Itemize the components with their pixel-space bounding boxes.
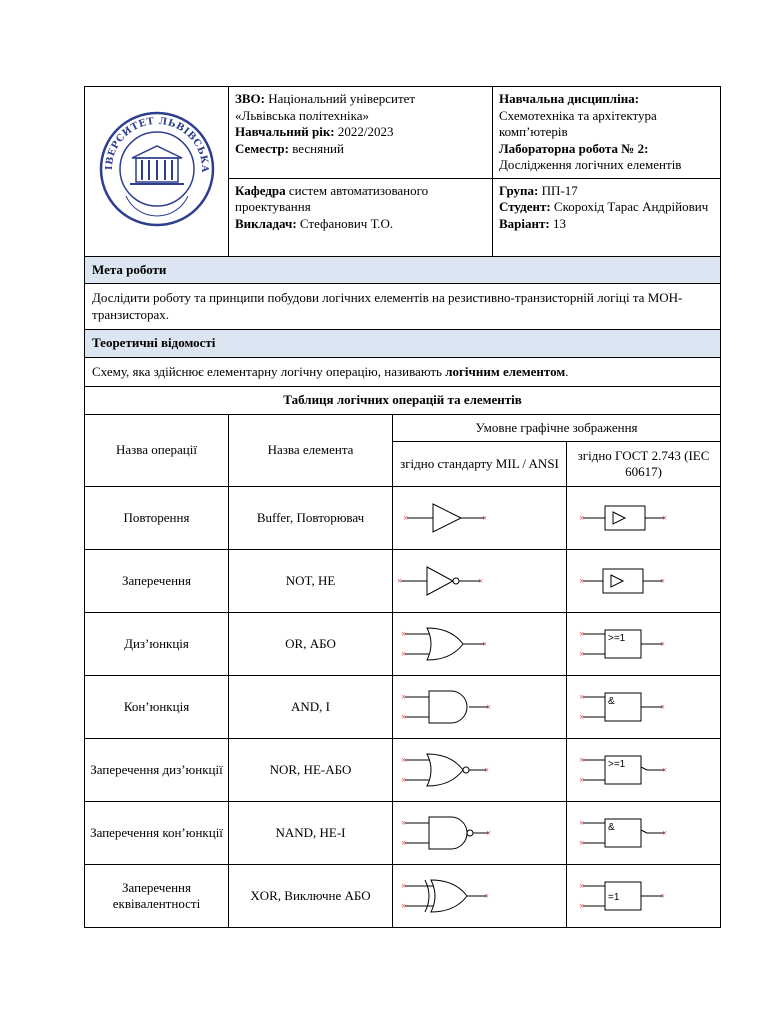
row-element: OR, АБО bbox=[229, 613, 393, 676]
header-table bbox=[84, 86, 721, 387]
row-operation: Заперечення диз’юнкції bbox=[85, 739, 229, 802]
mil-or-symbol bbox=[393, 613, 567, 676]
theory-title: Теоретичні відомості bbox=[85, 330, 721, 358]
svg-text:×: × bbox=[481, 639, 487, 649]
svg-text:×: × bbox=[578, 576, 584, 586]
gost-not-symbol bbox=[567, 550, 721, 613]
col-graphic-header: Умовне графічне зображення bbox=[393, 415, 721, 442]
gost-nor-symbol bbox=[567, 739, 721, 802]
svg-text:×: × bbox=[661, 513, 667, 523]
svg-text:×: × bbox=[483, 891, 489, 901]
svg-text:×: × bbox=[396, 576, 402, 586]
col-operation-header: Назва операції bbox=[85, 415, 229, 487]
svg-text:×: × bbox=[578, 901, 584, 911]
svg-text:×: × bbox=[578, 838, 584, 848]
institution-cell: ЗВО: Національний університет «Львівська політехніка» Навчальний рік: 2022/2023 Семестр: весняний bbox=[229, 87, 493, 179]
svg-text:×: × bbox=[400, 712, 406, 722]
svg-text:×: × bbox=[400, 881, 406, 891]
svg-text:×: × bbox=[477, 576, 483, 586]
svg-text:×: × bbox=[400, 629, 406, 639]
col-element-header: Назва елемента bbox=[229, 415, 393, 487]
gost-buffer-symbol bbox=[567, 487, 721, 550]
mil-not-symbol bbox=[393, 550, 567, 613]
svg-text:×: × bbox=[659, 576, 665, 586]
gost-nor-label: >=1 bbox=[607, 759, 625, 770]
mil-nor-symbol bbox=[393, 739, 567, 802]
svg-text:×: × bbox=[402, 513, 408, 523]
svg-text:×: × bbox=[400, 838, 406, 848]
gost-and-label: & bbox=[607, 696, 615, 707]
university-logo bbox=[96, 108, 218, 230]
mil-xor-symbol bbox=[393, 865, 567, 928]
svg-text:×: × bbox=[659, 891, 665, 901]
row-element: Buffer, Повторювач bbox=[229, 487, 393, 550]
svg-text:×: × bbox=[400, 755, 406, 765]
svg-text:×: × bbox=[578, 818, 584, 828]
department-cell: Кафедра систем автоматизованого проектування Викладач: Стефанович Т.О. bbox=[229, 178, 493, 256]
svg-text:×: × bbox=[481, 513, 487, 523]
row-operation: Заперечення еквівалентності bbox=[85, 865, 229, 928]
gost-xor-symbol bbox=[567, 865, 721, 928]
svg-text:НАЦІОНАЛЬНИЙ УНІВЕРСИТЕТ ЛЬВІВ: ІВЕРСИТЕТ ЛЬВІВСЬКА bbox=[103, 115, 210, 173]
svg-text:×: × bbox=[578, 692, 584, 702]
mil-buffer-symbol bbox=[393, 487, 567, 550]
svg-text:×: × bbox=[485, 702, 491, 712]
row-element: NOT, НЕ bbox=[229, 550, 393, 613]
svg-text:×: × bbox=[578, 649, 584, 659]
gost-or-label: >=1 bbox=[607, 633, 625, 644]
row-element: NAND, НЕ-І bbox=[229, 802, 393, 865]
logic-table bbox=[84, 386, 721, 928]
svg-text:×: × bbox=[659, 702, 665, 712]
svg-text:×: × bbox=[661, 828, 667, 838]
mil-nand-symbol bbox=[393, 802, 567, 865]
logo-cell bbox=[85, 87, 229, 257]
gost-and-symbol bbox=[567, 676, 721, 739]
svg-text:×: × bbox=[400, 692, 406, 702]
row-operation: Заперечення кон’юнкції bbox=[85, 802, 229, 865]
row-operation: Заперечення bbox=[85, 550, 229, 613]
col-mil-header: згідно стандарту MIL / ANSI bbox=[393, 442, 567, 487]
svg-text:×: × bbox=[659, 639, 665, 649]
svg-text:×: × bbox=[578, 513, 584, 523]
svg-text:×: × bbox=[578, 712, 584, 722]
row-element: XOR, Виключне АБО bbox=[229, 865, 393, 928]
svg-text:×: × bbox=[578, 629, 584, 639]
gost-nand-symbol bbox=[567, 802, 721, 865]
mil-and-symbol bbox=[393, 676, 567, 739]
discipline-cell: Навчальна дисципліна: Схемотехніка та архітектура комп’ютерів Лабораторна робота № 2: Дослідження логічних елементів bbox=[493, 87, 721, 179]
col-gost-header: згідно ГОСТ 2.743 (IEC 60617) bbox=[567, 442, 721, 487]
svg-text:×: × bbox=[485, 828, 491, 838]
row-operation: Кон’юнкція bbox=[85, 676, 229, 739]
svg-text:×: × bbox=[578, 881, 584, 891]
goal-text: Дослідити роботу та принципи побудови логічних елементів на резистивно-транзисторній логіці та МОН-транзисторах. bbox=[85, 284, 721, 330]
row-operation: Диз’юнкція bbox=[85, 613, 229, 676]
theory-text: Схему, яка здійснює елементарну логічну операцію, називають логічним елементом. bbox=[85, 357, 721, 387]
svg-text:×: × bbox=[661, 765, 667, 775]
gost-or-symbol bbox=[567, 613, 721, 676]
logic-table-title: Таблиця логічних операцій та елементів bbox=[85, 387, 721, 415]
row-operation: Повторення bbox=[85, 487, 229, 550]
svg-text:×: × bbox=[400, 818, 406, 828]
svg-text:×: × bbox=[483, 765, 489, 775]
svg-text:×: × bbox=[400, 775, 406, 785]
svg-text:×: × bbox=[400, 649, 406, 659]
svg-text:×: × bbox=[400, 901, 406, 911]
gost-xor-label: =1 bbox=[607, 892, 619, 903]
svg-text:×: × bbox=[578, 775, 584, 785]
document-page bbox=[84, 86, 720, 928]
svg-text:×: × bbox=[578, 755, 584, 765]
row-element: AND, І bbox=[229, 676, 393, 739]
row-element: NOR, НЕ-АБО bbox=[229, 739, 393, 802]
goal-title: Мета роботи bbox=[85, 256, 721, 284]
gost-nand-label: & bbox=[607, 822, 615, 833]
student-cell: Група: ПП-17 Студент: Скорохід Тарас Андрійович Варіант: 13 bbox=[493, 178, 721, 256]
